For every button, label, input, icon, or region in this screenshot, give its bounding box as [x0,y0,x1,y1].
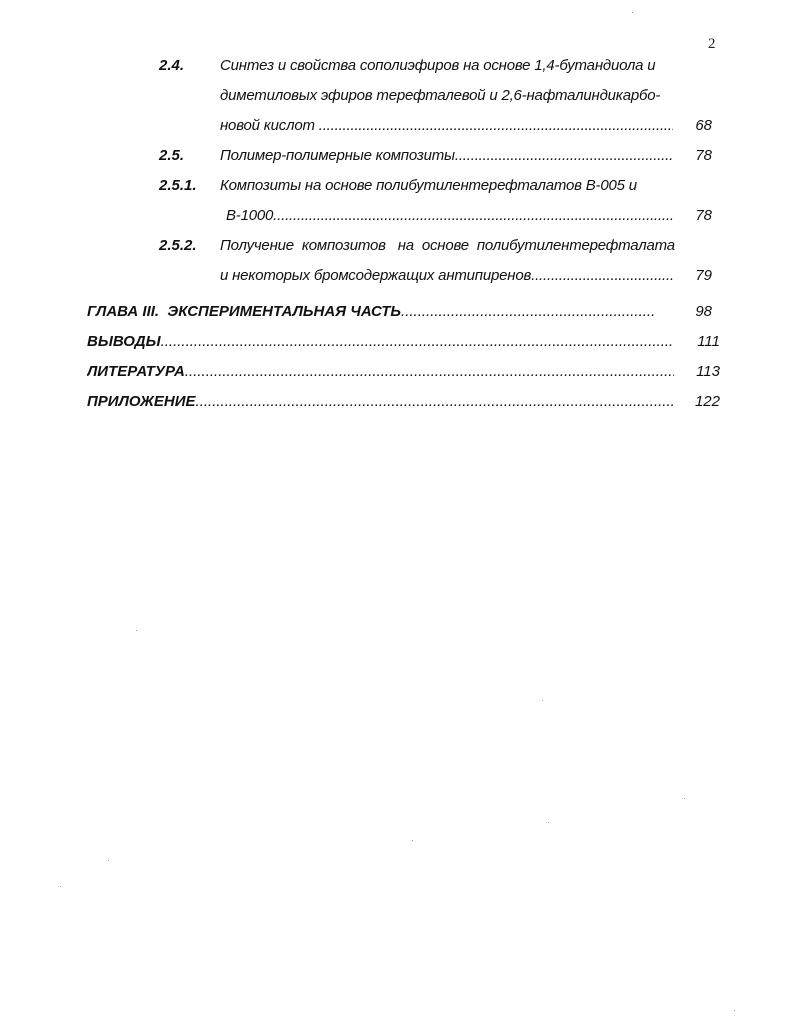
chapter-title: ВЫВОДЫ [87,333,161,350]
scan-speck [60,886,61,887]
scan-speck [548,822,549,823]
chapter-title: ГЛАВА III. ЭКСПЕРИМЕНТАЛЬНАЯ ЧАСТЬ [87,303,402,320]
page-ref: 68 [695,117,712,134]
chapter-title: ЛИТЕРАТУРА [87,363,185,380]
scan-speck [412,840,413,841]
scan-speck [136,630,137,631]
section-title-line: Синтез и свойства сополиэфиров на основе 1,4-бутандиола и [220,57,656,74]
section-title-text: новой кислот [220,117,315,134]
section-number: 2.5.1. [159,177,197,194]
page-ref: 111 [697,333,720,350]
dot-leader [531,267,673,284]
section-title-line-with-leader [220,147,673,165]
section-title-line-with-leader [220,117,673,135]
scan-speck [734,1010,735,1011]
section-title-text: и некоторых бромсодержащих антипиренов [220,267,532,284]
page-ref: 98 [695,303,712,320]
section-title-line-with-leader [220,267,673,285]
section-title-line: Композиты на основе полибутилентерефталатов В-005 и [220,177,637,194]
page-ref: 78 [695,207,712,224]
dot-leader [455,147,673,164]
page-ref: 113 [696,363,720,380]
page-ref: 78 [695,147,712,164]
dot-leader [185,363,674,380]
section-number: 2.4. [159,57,185,74]
scan-speck [632,12,633,13]
chapter-title-line-with-leader [87,363,674,381]
section-title-line: Получение композитов на основе полибутилентерефталата [220,237,675,254]
scan-speck [684,798,685,799]
section-title-line: диметиловых эфиров терефталевой и 2,6-нафталиндикарбо- [220,87,661,104]
dot-leader [319,117,673,134]
chapter-title: ПРИЛОЖЕНИЕ [87,393,196,410]
chapter-title-line-with-leader [87,333,672,351]
page-ref: 79 [695,267,712,284]
scan-speck [108,860,109,861]
section-number: 2.5.2. [159,237,197,254]
dot-leader [161,333,672,350]
section-number: 2.5. [159,147,185,164]
chapter-title-line-with-leader [87,303,655,321]
dot-leader [196,393,674,410]
dot-leader [273,207,673,224]
chapter-title-line-with-leader [87,393,674,411]
scan-speck [542,700,543,701]
section-title-text: Полимер-полимерные композиты [220,147,455,164]
page-ref: 122 [694,393,720,410]
dot-leader [401,303,655,320]
section-title-line-with-leader [226,207,673,225]
section-title-text: В-1000 [226,207,274,224]
page-number: 2 [708,36,716,52]
